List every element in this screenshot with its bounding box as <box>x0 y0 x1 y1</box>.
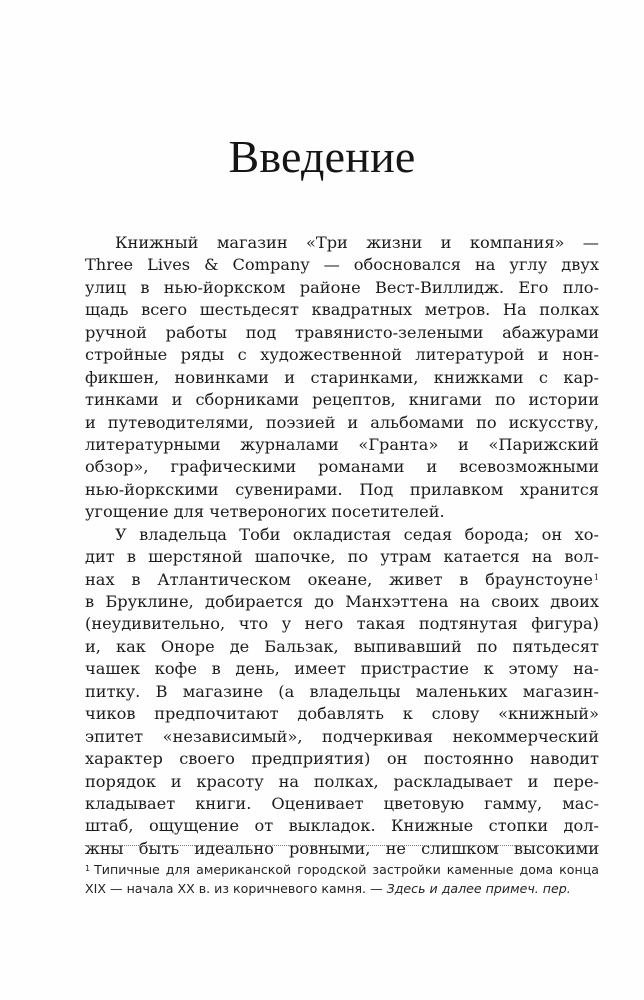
text-line: У владельца Тоби окладистая седая борода; он хо- <box>115 524 599 544</box>
text-line: улиц в нью-йоркском районе Вест-Виллидж. Его пло- <box>85 277 599 297</box>
footnote <box>85 860 599 898</box>
footnote-number: 1 <box>85 864 91 873</box>
footnote-text: XIX — начала XX в. из коричневого камня. — <box>85 881 387 896</box>
text-line: обзор», графическими романами и всевозможными <box>85 457 599 477</box>
text-line: фикшен, новинками и старинками, книжками с кар- <box>85 367 599 387</box>
text-line: стройные ряды с художественной литературой и нон- <box>85 345 599 365</box>
text-line: в Бруклине, добирается до Манхэттена на своих двоих <box>85 592 599 611</box>
paragraph-2 <box>85 524 599 861</box>
text-line: дит в шерстяной шапочке, по утрам катается на вол- <box>85 547 599 567</box>
footnote-translator-note: Здесь и далее примеч. пер. <box>386 881 571 896</box>
text-line: чиков предпочитают добавлять к слову «книжный» <box>85 704 599 724</box>
text-line: и, как Оноре де Бальзак, выпивавший по пятьдесят <box>85 636 599 656</box>
text-line: питку. В магазине (а владельцы маленьких магазин- <box>85 681 599 701</box>
text-line: характер своего предприятия) он постоянно наводит <box>85 749 599 769</box>
text-line: Книжный магазин «Три жизни и компания» — <box>115 233 599 252</box>
footnote-separator <box>85 845 599 846</box>
footnote-line <box>85 879 599 898</box>
text-line: (неудивительно, что у него такая подтянутая фигура) <box>85 614 599 634</box>
footnote-text: Типичные для американской городской застройки каменные дома конца <box>94 862 599 877</box>
line-text: нах в Атлантическом океане, живет в браунстоуне <box>85 569 593 589</box>
chapter-title: Введение <box>228 131 416 182</box>
footnote-reference[interactable]: 1 <box>593 572 599 582</box>
text-line: эпитет «независимый», подчеркивая некоммерческий <box>85 726 599 746</box>
text-line: и путеводителями, поэзией и альбомами по искусству, <box>85 412 599 432</box>
text-line: штаб, ощущение от выкладок. Книжные стопки дол- <box>85 816 599 836</box>
text-line-with-footnote <box>85 569 599 591</box>
text-line: ручной работы под травянисто-зелеными абажурами <box>85 322 599 342</box>
footnote-line <box>85 860 599 879</box>
text-line: литературными журналами «Гранта» и «Парижский <box>85 434 599 454</box>
body-text <box>85 232 599 860</box>
text-line: угощение для четвероногих посетителей. <box>85 502 445 522</box>
text-line: жны быть идеально ровными, не слишком высокими <box>85 838 599 858</box>
text-line: тинками и сборниками рецептов, книгами по истории <box>85 390 599 410</box>
text-line: Three Lives & Company — обосновался на углу двух <box>85 255 599 275</box>
text-line: щадь всего шестьдесят квадратных метров. На полках <box>85 300 599 320</box>
text-line: нью-йоркскими сувенирами. Под прилавком хранится <box>85 479 599 499</box>
text-line: чашек кофе в день, имеет пристрастие к этому на- <box>85 659 599 679</box>
text-line: порядок и красоту на полках, раскладывает и пере- <box>85 771 599 791</box>
paragraph-1 <box>85 232 599 524</box>
text-line: кладывает книги. Оценивает цветовую гамму, мас- <box>85 793 599 813</box>
